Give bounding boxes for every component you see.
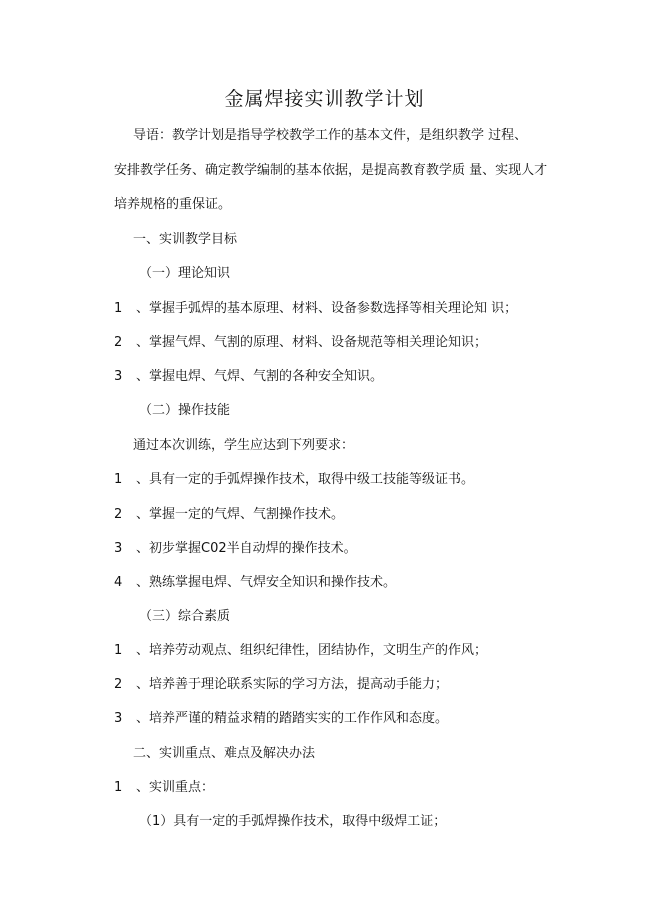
section-heading-2: 二、实训重点、难点及解决办法 xyxy=(133,746,316,761)
list-item-number: 1 xyxy=(114,780,123,795)
list-item-text: 、熟练掌握电焊、气焊安全知识和操作技术。 xyxy=(136,575,397,590)
list-item-text: 、培养善于理论联系实际的学习方法，提高动手能力； xyxy=(136,677,449,692)
intro-line-3: 培养规格的重保证。 xyxy=(114,197,232,212)
list-item-number: 2 xyxy=(114,677,123,692)
subsection-heading-theory: （一）理论知识 xyxy=(139,266,231,281)
document-title: 金属焊接实训教学计划 xyxy=(224,88,425,110)
list-item-text: 、培养严谨的精益求精的踏踏实实的工作作风和态度。 xyxy=(136,711,449,726)
list-item-text: 、初步掌握C02半自动焊的操作技术。 xyxy=(136,541,357,556)
list-item-number: 1 xyxy=(114,301,123,316)
list-item-number: 3 xyxy=(114,541,123,556)
sub-list-item: （1）具有一定的手弧焊操作技术，取得中级焊工证； xyxy=(139,814,447,829)
list-item-text: 、实训重点： xyxy=(136,780,215,795)
subsection-heading-skills: （二）操作技能 xyxy=(139,403,231,418)
skills-lead-text: 通过本次训练，学生应达到下列要求： xyxy=(133,438,355,453)
list-item-number: 2 xyxy=(114,335,123,350)
list-item-number: 2 xyxy=(114,507,123,522)
list-item-text: 、掌握一定的气焊、气割操作技术。 xyxy=(136,507,345,522)
list-item-text: 、掌握手弧焊的基本原理、材料、设备参数选择等相关理论知 识； xyxy=(136,301,518,316)
list-item-number: 1 xyxy=(114,472,123,487)
section-heading-1: 一、实训教学目标 xyxy=(133,232,238,247)
intro-line-1: 导语：教学计划是指导学校教学工作的基本文件，是组织教学 过程、 xyxy=(133,128,528,143)
list-item-text: 、掌握气焊、气割的原理、材料、设备规范等相关理论知识； xyxy=(136,335,488,350)
list-item-text: 、培养劳动观点、组织纪律性，团结协作，文明生产的作风； xyxy=(136,643,488,658)
list-item-text: 、具有一定的手弧焊操作技术，取得中级工技能等级证书。 xyxy=(136,472,475,487)
list-item-number: 3 xyxy=(114,369,123,384)
list-item-number: 4 xyxy=(114,575,123,590)
list-item-text: 、掌握电焊、气焊、气割的各种安全知识。 xyxy=(136,369,384,384)
subsection-heading-quality: （三）综合素质 xyxy=(139,609,231,624)
intro-line-2: 安排教学任务、确定教学编制的基本依据，是提高教育教学质 量、实现人才 xyxy=(114,163,548,178)
list-item-number: 3 xyxy=(114,711,123,726)
list-item-number: 1 xyxy=(114,643,123,658)
